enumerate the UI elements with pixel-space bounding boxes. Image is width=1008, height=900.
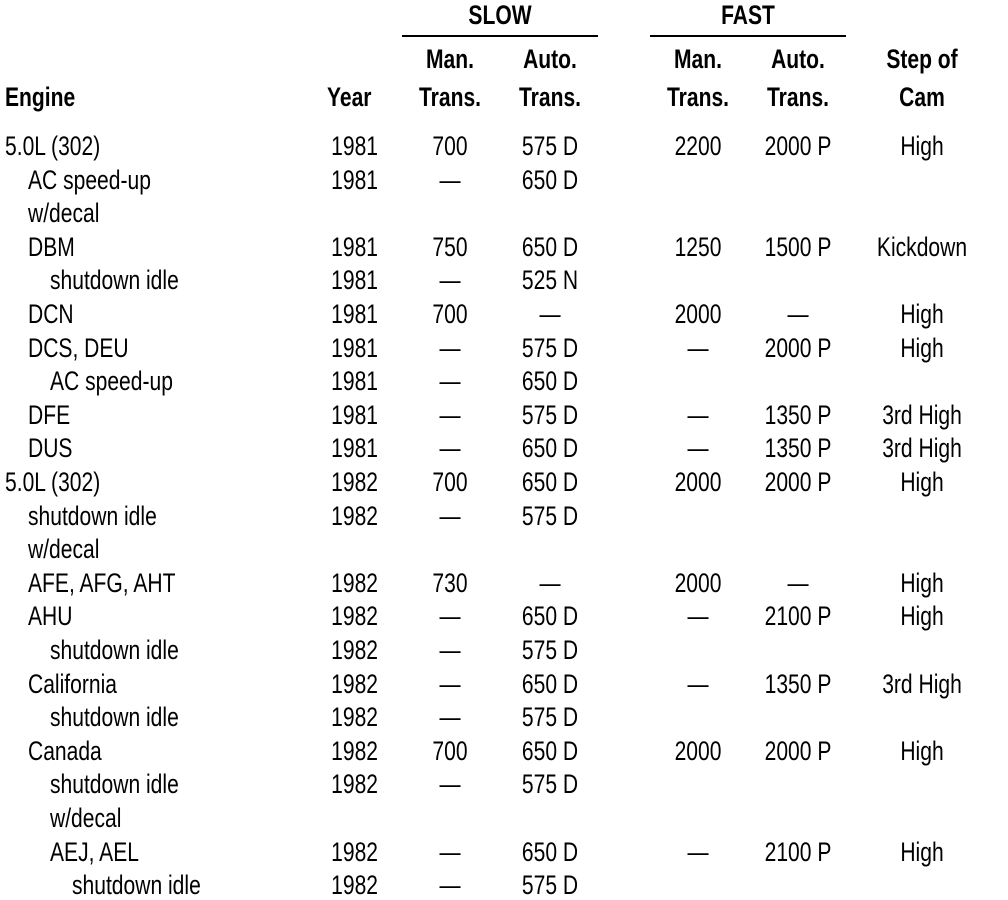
engine-cell: DUS: [28, 433, 73, 463]
fast-group-rule: [650, 35, 846, 37]
slow-auto-cell: 650 D: [521, 736, 579, 766]
slow-man-header-line1: Man.: [426, 44, 474, 74]
fast-group-header: FAST: [721, 0, 775, 30]
slow-man-cell: —: [439, 265, 461, 295]
slow-auto-cell: 575 D: [521, 702, 579, 732]
engine-cell: AHU: [28, 601, 73, 631]
slow-auto-cell: 575 D: [521, 131, 579, 161]
engine-cell: shutdown idle: [50, 702, 179, 732]
fast-man-cell: 2200: [674, 131, 722, 161]
slow-man-cell: —: [439, 635, 461, 665]
step-cell: High: [900, 568, 944, 598]
slow-man-cell: —: [439, 501, 461, 531]
slow-auto-cell: 650 D: [521, 232, 579, 262]
fast-auto-cell: 2100 P: [764, 837, 832, 867]
year-cell: 1982: [331, 601, 378, 631]
slow-man-cell: —: [439, 669, 461, 699]
fast-auto-cell: 1350 P: [764, 669, 832, 699]
fast-auto-cell: 1350 P: [764, 433, 832, 463]
engine-cell: shutdown idle: [50, 769, 179, 799]
fast-man-cell: —: [687, 400, 709, 430]
year-column-header: Year: [327, 82, 372, 112]
slow-man-cell: —: [439, 769, 461, 799]
engine-cell: w/decal: [28, 198, 100, 228]
engine-cell: DCS, DEU: [28, 333, 129, 363]
fast-man-cell: 2000: [674, 568, 722, 598]
fast-auto-cell: —: [787, 299, 809, 329]
fast-man-cell: —: [687, 601, 709, 631]
step-cell: 3rd High: [882, 400, 962, 430]
slow-man-cell: 700: [432, 299, 468, 329]
step-cell: High: [900, 837, 944, 867]
slow-auto-cell: 575 D: [521, 635, 579, 665]
slow-man-cell: —: [439, 702, 461, 732]
year-cell: 1981: [331, 333, 378, 363]
engine-cell: 5.0L (302): [5, 467, 101, 497]
engine-cell: shutdown idle: [50, 265, 179, 295]
slow-auto-cell: 650 D: [521, 433, 579, 463]
step-cell: High: [900, 333, 944, 363]
slow-man-cell: 750: [432, 232, 468, 262]
fast-auto-cell: 2000 P: [764, 736, 832, 766]
step-cell: High: [900, 131, 944, 161]
engine-cell: DCN: [28, 299, 74, 329]
slow-auto-cell: 575 D: [521, 501, 579, 531]
year-cell: 1982: [331, 736, 378, 766]
slow-auto-cell: 575 D: [521, 400, 579, 430]
fast-man-cell: 2000: [674, 299, 722, 329]
fast-auto-cell: 2000 P: [764, 131, 832, 161]
slow-man-cell: —: [439, 433, 461, 463]
step-cell: High: [900, 601, 944, 631]
engine-cell: Canada: [28, 736, 102, 766]
year-cell: 1981: [331, 400, 378, 430]
year-cell: 1982: [331, 501, 378, 531]
fast-auto-cell: 2000 P: [764, 333, 832, 363]
year-cell: 1981: [331, 165, 378, 195]
slow-man-cell: 700: [432, 131, 468, 161]
year-cell: 1982: [331, 568, 378, 598]
fast-auto-cell: 1500 P: [764, 232, 832, 262]
slow-man-cell: 700: [432, 736, 468, 766]
engine-cell: DBM: [28, 232, 75, 262]
engine-cell: 5.0L (302): [5, 131, 101, 161]
year-cell: 1982: [331, 635, 378, 665]
slow-group-rule: [402, 35, 598, 37]
engine-cell: AEJ, AEL: [50, 837, 139, 867]
fast-man-header-line1: Man.: [674, 44, 722, 74]
year-cell: 1982: [331, 870, 378, 900]
slow-man-cell: —: [439, 165, 461, 195]
slow-auto-cell: 650 D: [521, 669, 579, 699]
step-cell: 3rd High: [882, 433, 962, 463]
year-cell: 1982: [331, 769, 378, 799]
slow-auto-cell: 575 D: [521, 870, 579, 900]
year-cell: 1982: [331, 669, 378, 699]
slow-auto-cell: —: [539, 299, 561, 329]
slow-man-cell: —: [439, 333, 461, 363]
engine-cell: shutdown idle: [50, 635, 179, 665]
fast-man-cell: —: [687, 333, 709, 363]
fast-man-cell: —: [687, 433, 709, 463]
engine-cell: DFE: [28, 400, 71, 430]
slow-auto-cell: —: [539, 568, 561, 598]
year-cell: 1982: [331, 467, 378, 497]
engine-cell: shutdown idle: [72, 870, 201, 900]
engine-cell: AFE, AFG, AHT: [28, 568, 176, 598]
slow-auto-cell: 650 D: [521, 165, 579, 195]
year-cell: 1981: [331, 433, 378, 463]
engine-column-header: Engine: [5, 82, 76, 112]
step-cell: High: [900, 736, 944, 766]
slow-man-header-line2: Trans.: [418, 82, 482, 112]
fast-man-header-line2: Trans.: [666, 82, 730, 112]
year-cell: 1981: [331, 232, 378, 262]
slow-auto-cell: 650 D: [521, 601, 579, 631]
engine-cell: shutdown idle: [28, 501, 157, 531]
fast-auto-header-line2: Trans.: [766, 82, 830, 112]
engine-cell: California: [28, 669, 117, 699]
year-cell: 1982: [331, 702, 378, 732]
year-cell: 1981: [331, 265, 378, 295]
engine-cell: AC speed-up: [28, 165, 151, 195]
engine-cell: w/decal: [28, 534, 100, 564]
slow-auto-cell: 575 D: [521, 333, 579, 363]
slow-auto-cell: 650 D: [521, 837, 579, 867]
step-cell: 3rd High: [882, 669, 962, 699]
fast-auto-cell: 2000 P: [764, 467, 832, 497]
fast-man-cell: 2000: [674, 467, 722, 497]
slow-auto-cell: 525 N: [521, 265, 579, 295]
year-cell: 1981: [331, 366, 378, 396]
slow-man-cell: 700: [432, 467, 468, 497]
step-cell: High: [900, 467, 944, 497]
fast-man-cell: 2000: [674, 736, 722, 766]
fast-auto-cell: —: [787, 568, 809, 598]
slow-auto-header-line1: Auto.: [523, 44, 577, 74]
fast-auto-header-line1: Auto.: [771, 44, 825, 74]
fast-man-cell: 1250: [674, 232, 722, 262]
engine-cell: w/decal: [50, 803, 122, 833]
year-cell: 1982: [331, 837, 378, 867]
slow-man-cell: —: [439, 870, 461, 900]
slow-auto-header-line2: Trans.: [518, 82, 582, 112]
step-cell: Kickdown: [876, 232, 968, 262]
fast-man-cell: —: [687, 669, 709, 699]
fast-man-cell: —: [687, 837, 709, 867]
slow-man-cell: 730: [432, 568, 468, 598]
step-header-line2: Cam: [899, 82, 945, 112]
slow-man-cell: —: [439, 366, 461, 396]
step-cell: High: [900, 299, 944, 329]
year-cell: 1981: [331, 131, 378, 161]
slow-man-cell: —: [439, 601, 461, 631]
slow-man-cell: —: [439, 400, 461, 430]
slow-auto-cell: 650 D: [521, 467, 579, 497]
engine-cell: AC speed-up: [50, 366, 173, 396]
fast-auto-cell: 1350 P: [764, 400, 832, 430]
slow-auto-cell: 650 D: [521, 366, 579, 396]
fast-auto-cell: 2100 P: [764, 601, 832, 631]
year-cell: 1981: [331, 299, 378, 329]
step-header-line1: Step of: [886, 44, 958, 74]
slow-group-header: SLOW: [468, 0, 532, 30]
slow-man-cell: —: [439, 837, 461, 867]
slow-auto-cell: 575 D: [521, 769, 579, 799]
